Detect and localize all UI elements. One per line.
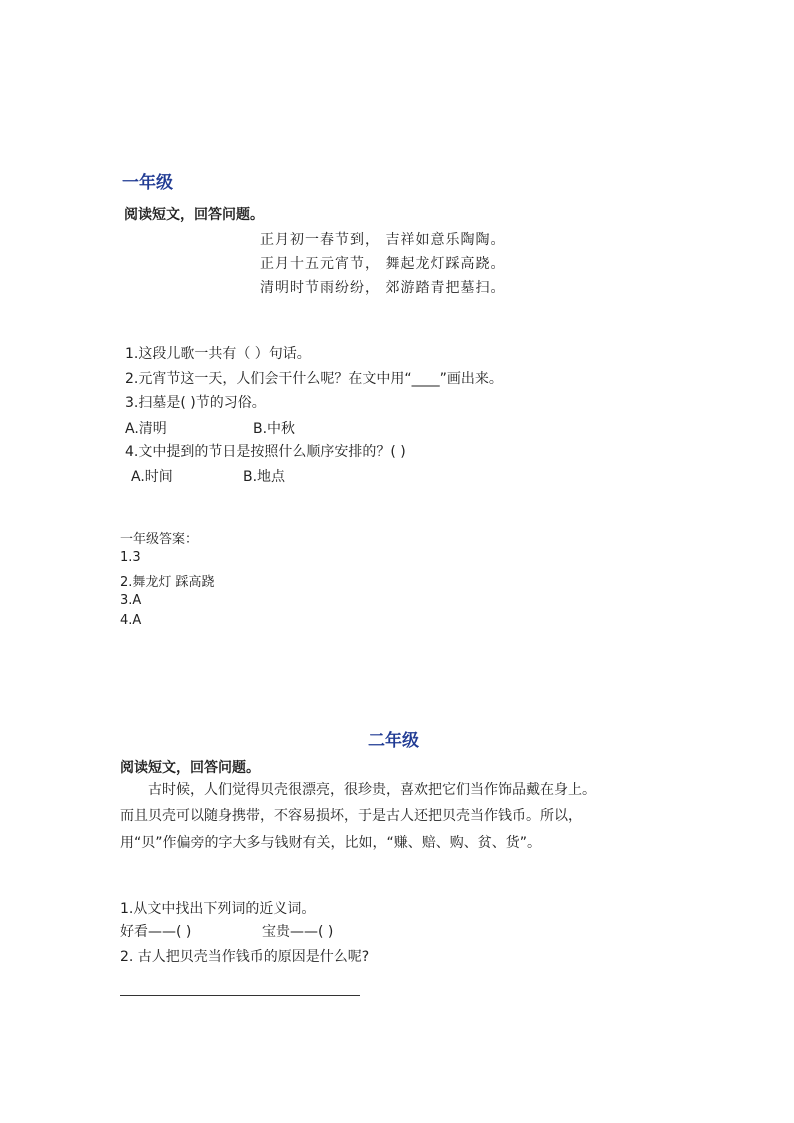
poem-line-1: 正月初一春节到， 吉祥如意乐陶陶。 [260, 232, 506, 248]
grade1-question-3: 3.扫墓是( )节的习俗。 [125, 395, 266, 411]
grade2-question-1: 1.从文中找出下列词的近义词。 [120, 901, 316, 917]
answer-line [120, 995, 360, 996]
answer-3: 3.A [120, 593, 142, 608]
grade2-question-2: 2. 古人把贝壳当作钱币的原因是什么呢? [120, 949, 370, 965]
grade1-question-4: 4.文中提到的节日是按照什么顺序安排的？( ) [125, 444, 406, 460]
grade1-instruction: 阅读短文，回答问题。 [124, 207, 264, 223]
grade2-instruction: 阅读短文，回答问题。 [120, 760, 260, 776]
answer-2: 2.舞龙灯 踩高跷 [120, 575, 215, 590]
q4-option-a: A.时间 [131, 469, 173, 485]
grade2-title: 二年级 [368, 731, 419, 751]
synonym-blank-2: 宝贵——( ) [262, 924, 334, 940]
answer-4: 4.A [120, 613, 142, 628]
passage-line-3: 用“贝”作偏旁的字大多与钱财有关，比如，“赚、赔、购、贫、货”。 [120, 835, 542, 851]
synonym-blank-1: 好看——( ) [120, 924, 192, 940]
q3-option-a: A.清明 [125, 421, 167, 437]
answers-title: 一年级答案： [120, 532, 199, 547]
poem-line-2: 正月十五元宵节， 舞起龙灯踩高跷。 [260, 256, 506, 272]
grade1-question-2: 2.元宵节这一天，人们会干什么呢？在文中用“____”画出来。 [125, 371, 503, 387]
passage-line-2: 而且贝壳可以随身携带，不容易损坏，于是古人还把贝壳当作钱币。所以， [120, 808, 582, 824]
q4-option-b: B.地点 [243, 469, 286, 485]
q3-option-b: B.中秋 [253, 421, 296, 437]
grade1-question-1: 1.这段儿歌一共有（ ）句话。 [125, 346, 311, 362]
passage-line-1: 古时候，人们觉得贝壳很漂亮，很珍贵，喜欢把它们当作饰品戴在身上。 [148, 782, 596, 798]
answer-1: 1.3 [120, 550, 141, 565]
poem-line-3: 清明时节雨纷纷， 郊游踏青把墓扫。 [260, 280, 506, 296]
grade1-title: 一年级 [122, 173, 173, 193]
